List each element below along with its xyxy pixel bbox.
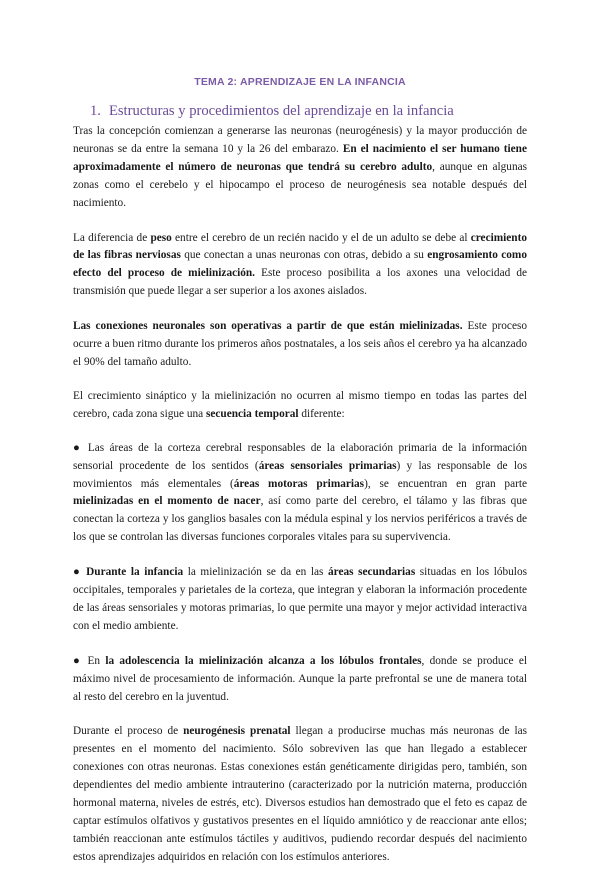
text-run: situadas en los lóbulos occipitales, temporales y parietales de la corteza, que integran y elaboran la información procedente de las áreas sensoriales y motoras primarias, lo que permite una mayor y mejor actividad interactiva con el medio ambiente. — [73, 566, 527, 632]
paragraph-prenatal-neurogenesis — [73, 723, 527, 866]
body-text — [73, 123, 527, 884]
text-run: La diferencia de — [73, 231, 151, 244]
bold-run: neurogénesis prenatal — [183, 725, 291, 738]
paragraph-temporal-sequence — [73, 388, 527, 424]
bullet-primary-areas — [73, 440, 527, 547]
bullet-adolescence — [73, 653, 527, 707]
bold-run: engrosamiento como efecto del proceso de mielinización. — [73, 249, 527, 280]
text-run: Tras la concepción comienzan a generarse las neuronas (neurogénesis) y la mayor producción de neuronas se da entre la semana 10 y la 26 del embarazo. — [73, 125, 527, 155]
text-run: , aunque en algunas zonas como el cerebelo y el hipocampo el proceso de neurogénesis sea notable después del nacimiento. — [73, 160, 528, 209]
bold-run: peso — [150, 231, 172, 244]
bold-run: crecimiento de las fibras nerviosas — [73, 231, 527, 262]
text-run: Este proceso ocurre a buen ritmo durante los primeros años postnatales, a los seis años el cerebro ya ha alcanzado el 90% del tamaño adulto. — [73, 320, 528, 368]
text-run: que conectan a unas neuronas con otras, debido a su — [180, 249, 428, 262]
paragraph-brain-weight — [73, 230, 527, 302]
text-run: Este proceso posibilita a los axones una velocidad de transmisión que puede llegar a ser superior a los axones aislados. — [73, 267, 527, 298]
bullet-childhood — [73, 564, 527, 636]
text-run: entre el cerebro de un recién nacido y el de un adulto se debe al — [171, 231, 471, 244]
bold-run: áreas sensoriales primarias — [258, 459, 397, 472]
section-heading — [90, 103, 454, 120]
text-run: , así como parte del cerebro, el tálamo y las fibras que conectan la corteza y los ganglios basales con la médula espinal y los nervios periféricos a través de los que se controlan las diversas funciones corporales vitales para su supervivencia. — [73, 495, 527, 544]
section-title: Estructuras y procedimientos del aprendizaje en la infancia — [108, 103, 454, 119]
text-run: ) y las responsable de los movimientos más elementales ( — [73, 459, 528, 490]
text-run: , donde se produce el máximo nivel de procesamiento de información. Aunque la parte prefrontal se une de manera total al resto del cerebro en la juventud. — [73, 654, 527, 703]
bold-run: mielinizadas en el momento de nacer — [73, 495, 261, 508]
bold-run: En el nacimiento el ser humano tiene aproximadamente el número de neuronas que tendrá su cerebro adulto — [73, 142, 527, 173]
text-run: ● — [73, 566, 87, 579]
bold-run: Durante la infancia — [86, 566, 184, 579]
text-run: llegan a producirse muchas más neuronas de las presentes en el momento del nacimiento. Sólo sobreviven las que han llegado a establecer conexiones con otras neuronas. Estas conexiones están genéticamente dirigidas pero, también, son dependientes del medio ambiente intrauterino (caracterizado por la nutrición materna, producción hormonal materna, niveles de estrés, etc). Diversos estudios han demostrado que el feto es capaz de captar estímulos olfativos y gustativos presentes en el líquido amniótico y de reaccionar ante ellos; también reaccionan ante estímulos táctiles y auditivos, pudiendo recordar después del nacimiento estos aprendizajes adquiridos en relación con los estímulos anteriores. — [73, 725, 527, 863]
bold-run: Las conexiones neuronales son operativas a partir de que están mielinizadas. — [73, 320, 463, 333]
text-run: ● Las áreas de la corteza cerebral responsables de la elaboración primaria de la información sensorial procedente de los sentidos ( — [73, 441, 527, 472]
bold-run: áreas secundarias — [328, 566, 416, 579]
text-run: diferente: — [298, 407, 345, 420]
document-title: TEMA 2: APRENDIZAJE EN LA INFANCIA — [194, 76, 406, 88]
section-number: 1. — [90, 103, 101, 119]
bold-run: secuencia temporal — [205, 407, 299, 420]
paragraph-neural-connections — [73, 318, 527, 372]
bold-run: áreas motoras primarias — [233, 477, 365, 490]
bold-run: la adolescencia la mielinización alcanza a los lóbulos frontales — [105, 654, 422, 667]
text-run: ), se encuentran en gran parte — [364, 477, 528, 490]
text-run: El crecimiento sináptico y la mielinización no ocurren al mismo tiempo en todas las partes del cerebro, cada zona sigue una — [73, 389, 527, 420]
paragraph-neurogenesis — [73, 123, 527, 213]
text-run: ● En — [73, 654, 106, 667]
text-run: Durante el proceso de — [73, 725, 184, 738]
text-run: la mielinización se da en las — [183, 566, 329, 579]
